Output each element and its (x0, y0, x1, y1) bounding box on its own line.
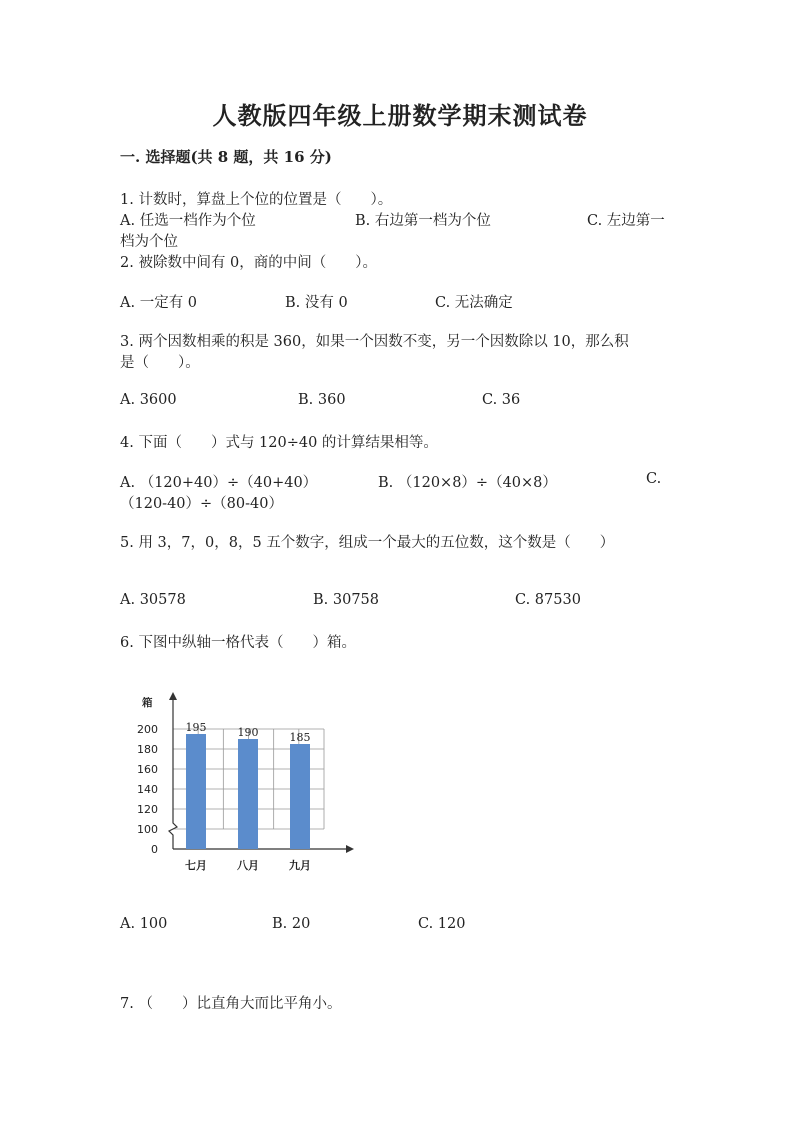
question-5-option-b: B. 30758 (313, 592, 380, 608)
bar-chart (128, 690, 368, 880)
y-tick-label: 160 (137, 763, 158, 776)
x-tick-label: 九月 (289, 859, 311, 872)
question-4-option-a: A. （120+40）÷（40+40） (120, 475, 318, 491)
question-6-option-b: B. 20 (272, 916, 311, 932)
x-tick-label: 七月 (185, 859, 207, 872)
y-axis-arrow (169, 692, 177, 700)
data-label: 190 (237, 726, 259, 739)
question-2-stem: 2. 被除数中间有 0，商的中间（ ）。 (120, 255, 378, 271)
x-axis-arrow (346, 845, 354, 853)
y-tick-label: 120 (137, 803, 158, 816)
y-tick-label: 0 (151, 843, 158, 856)
y-tick-label: 180 (137, 743, 158, 756)
question-3-option-a: A. 3600 (120, 392, 177, 408)
y-tick-label: 100 (137, 823, 158, 836)
question-3-option-c: C. 36 (482, 392, 521, 408)
question-4-option-c: C. (646, 471, 662, 487)
data-label: 195 (185, 721, 207, 734)
question-1-option-b: B. 右边第一档为个位 (355, 213, 491, 229)
question-5-option-c: C. 87530 (515, 592, 581, 608)
question-3-option-b: B. 360 (298, 392, 346, 408)
bar-八月 (238, 739, 258, 849)
y-axis-label: 箱 (142, 697, 153, 709)
data-label: 185 (289, 731, 311, 744)
question-4-stem: 4. 下面（ ）式与 120÷40 的计算结果相等。 (120, 435, 438, 451)
question-6-option-c: C. 120 (418, 916, 466, 932)
question-2-option-b: B. 没有 0 (285, 295, 348, 311)
question-4-option-c-cont: （120-40）÷（80-40） (120, 496, 283, 512)
question-1-option-c: C. 左边第一 (587, 213, 665, 229)
bar-九月 (290, 744, 310, 849)
question-4-option-b: B. （120×8）÷（40×8） (378, 475, 557, 491)
y-tick-label: 200 (137, 723, 158, 736)
question-3-stem-line2: 是（ ）。 (120, 355, 200, 371)
question-2-option-a: A. 一定有 0 (120, 295, 198, 311)
page-title: 人教版四年级上册数学期末测试卷 (212, 101, 588, 130)
bar-七月 (186, 734, 206, 849)
question-1-option-c-cont: 档为个位 (120, 234, 178, 250)
question-2-option-c: C. 无法确定 (435, 295, 513, 311)
x-tick-label: 八月 (237, 859, 259, 872)
section-heading: 一. 选择题(共 8 题，共 16 分) (120, 148, 332, 166)
question-7-stem: 7. （ ）比直角大而比平角小。 (120, 996, 342, 1012)
question-1-stem: 1. 计数时，算盘上个位的位置是（ ）。 (120, 192, 393, 208)
question-5-option-a: A. 30578 (120, 592, 186, 608)
question-6-option-a: A. 100 (120, 916, 168, 932)
y-axis (169, 696, 177, 849)
question-1-option-a: A. 任选一档作为个位 (120, 213, 256, 229)
y-tick-label: 140 (137, 783, 158, 796)
question-6-stem: 6. 下图中纵轴一格代表（ ）箱。 (120, 635, 356, 651)
question-3-stem-line1: 3. 两个因数相乘的积是 360，如果一个因数不变，另一个因数除以 10，那么积 (120, 334, 629, 350)
question-5-stem: 5. 用 3，7，0，8，5 五个数字，组成一个最大的五位数，这个数是（ ） (120, 535, 615, 551)
